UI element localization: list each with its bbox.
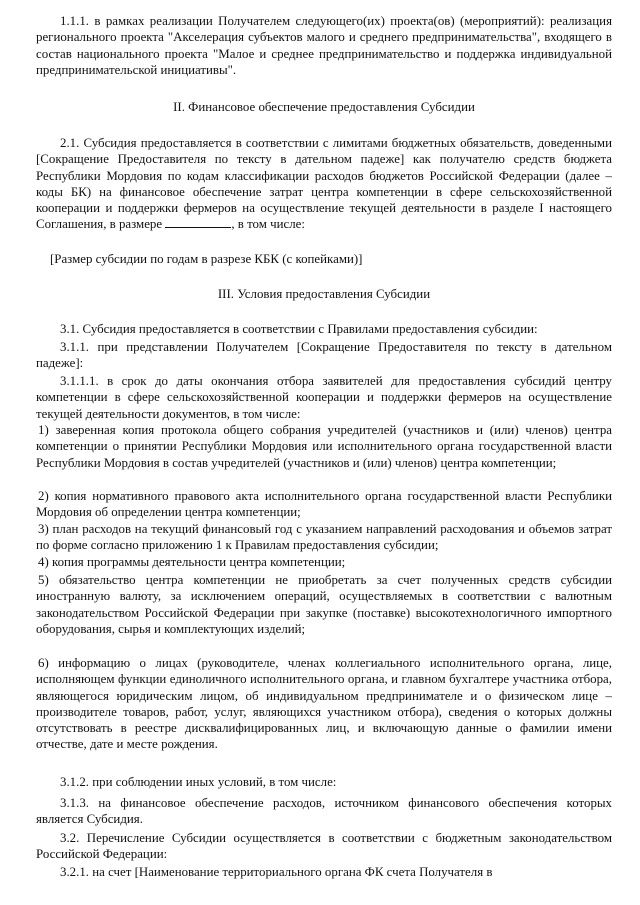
paragraph-3-1: 3.1. Субсидия предоставляется в соответствии с Правилами предоставления субсидии: [60,322,538,336]
paragraph-2-1-tail: , в том числе: [231,217,305,232]
paragraph-2-1 [36,135,612,233]
paragraph-3-1-2: 3.1.2. при соблюдении иных условий, в том числе: [60,775,337,789]
list-item-4: 4) копия программы деятельности центра компетенции; [38,555,346,569]
list-item-6: 6) информацию о лицах (руководителе, членах коллегиального исполнительного органа, лице, исполняющем функции единоличного исполнительного органа, и главном бухгалтере участника отбора, являющегося юридическим лицом, об индивидуальном предпринимателе и о физическом лице – производителе товаров, работ, услуг, являющихся участником отбора), сведения о которых должны отсутствовать в реестре дисквалифицированных лиц, и включающую данные о фамилии имени отчестве, дате и месте рождения. [36,656,612,752]
paragraph-3-2: 3.2. Перечисление Субсидии осуществляется в соответствии с бюджетным законодательством Российской Федерации: [36,831,612,862]
paragraph-3-2-1: 3.2.1. на счет [Наименование территориального органа ФК счета Получателя в [60,865,493,879]
list-item-5: 5) обязательство центра компетенции не приобретать за счет полученных средств субсидии иностранную валюту, за исключением операций, осуществляемых в соответствии с валютным законодательством Российской Федерации при закупке (поставке) высокотехнологичного импортного оборудования, сырья и комплектующих изделий; [36,573,612,636]
amount-blank [165,216,231,228]
section-2-heading: II. Финансовое обеспечение предоставления Субсидии [173,100,475,114]
subsidy-size-placeholder: [Размер субсидии по годам в разрезе КБК (с копейками)] [50,252,363,266]
paragraph-1-1-1: 1.1.1. в рамках реализации Получателем следующего(их) проекта(ов) (мероприятий): реализация регионального проекта "Акселерация субъектов малого и среднего предпринимательства", входящего в состав национального проекта "Малое и среднее предпринимательство и поддержка индивидуальной предпринимательской инициативы". [36,14,612,77]
paragraph-2-1-text: 2.1. Субсидия предоставляется в соответствии с лимитами бюджетных обязательств, доведенными [Сокращение Предоставителя по тексту в дательном падеже] как получателю средств бюджета Республики Мордовия по кодам классификации расходов бюджетов Российской Федерации (далее – коды БК) на финансовое обеспечение затрат центра компетенции в сфере сельскохозяйственной кооперации и поддержки фермеров на осуществление текущей деятельности в разделе I настоящего Соглашения, в размере [36,136,612,232]
paragraph-3-1-1-1: 3.1.1.1. в срок до даты окончания отбора заявителей для предоставления субсидий центру компетенции в сфере сельскохозяйственной кооперации и поддержки фермеров на осуществление текущей деятельности документов, в том числе: [36,374,612,421]
list-item-1: 1) заверенная копия протокола общего собрания учредителей (участников и (или) членов) центра компетенции о принятии Республики Мордовия или исполнительного органа государственной власти Республики Мордовия в состав учредителей (участников и (или) членов) центра компетенции; [36,423,612,470]
list-item-2: 2) копия нормативного правового акта исполнительного органа государственной власти Республики Мордовия об определении центра компетенции; [36,489,612,520]
section-3-heading: III. Условия предоставления Субсидии [217,287,431,301]
paragraph-3-1-3: 3.1.3. на финансовое обеспечение расходов, источником финансового обеспечения которых является Субсидия. [36,796,612,827]
paragraph-3-1-1: 3.1.1. при представлении Получателем [Сокращение Предоставителя по тексту в дательном падеже]: [36,340,612,371]
list-item-3: 3) план расходов на текущий финансовый год с указанием направлений расходования и объемов затрат по форме согласно приложению 1 к Правилам предоставления субсидии; [36,522,612,553]
